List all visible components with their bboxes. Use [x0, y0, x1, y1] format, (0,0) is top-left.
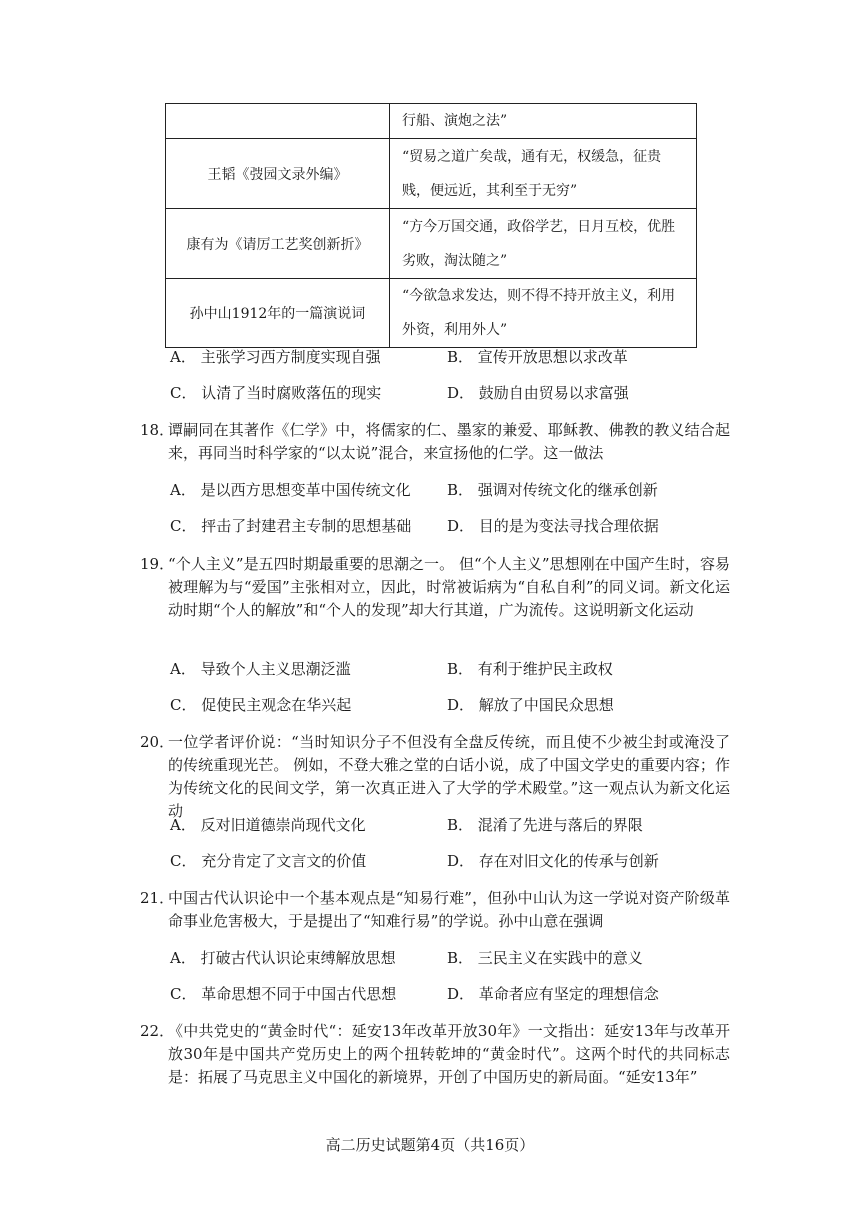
option-c[interactable]: C． 促使民主观念在华兴起	[170, 696, 352, 714]
option-b[interactable]: B． 有利于维护民主政权	[447, 660, 613, 678]
comparison-table	[165, 103, 697, 348]
question-20	[140, 731, 730, 823]
option-d[interactable]: D． 鼓励自由贸易以求富强	[447, 384, 629, 402]
question-number: 21．	[140, 889, 175, 907]
table-cell-quote: “方今万国交通，政俗学艺，日月互校，优胜劣败，淘汰随之”	[390, 209, 697, 279]
question-18	[140, 419, 730, 465]
table-cell-author	[166, 104, 390, 139]
question-stem: 中国古代认识论中一个基本观点是“知易行难”，但孙中山认为这一学说对资产阶级革命事业危害极大，于是提出了“知难行易”的学说。孙中山意在强调	[168, 889, 730, 930]
option-a[interactable]: A． 导致个人主义思潮泛滥	[170, 660, 351, 678]
option-d[interactable]: D． 解放了中国民众思想	[447, 696, 614, 714]
question-number: 18．	[140, 421, 175, 439]
table-cell-quote: 行船、演炮之法”	[390, 104, 697, 139]
table-row	[166, 139, 697, 209]
table-cell-author: 王韬《弢园文录外编》	[166, 139, 390, 209]
question-stem: 《中共党史的“黄金时代“：延安13年改革开放30年》一文指出：延安13年与改革开放30年是中国共产党历史上的两个扭转乾坤的“黄金时代”。这两个时代的共同标志是：拓展了马克思主义中国化的新境界，开创了中国历史的新局面。“延安13年”	[168, 1022, 730, 1086]
option-a[interactable]: A． 打破古代认识论束缚解放思想	[170, 949, 396, 967]
q18-options	[170, 480, 770, 552]
option-c[interactable]: C． 革命思想不同于中国古代思想	[170, 985, 397, 1003]
table-cell-quote: “今欲急求发达，则不得不持开放主义，利用外资，利用外人”	[390, 279, 697, 348]
question-22	[140, 1020, 730, 1089]
q21-options	[170, 948, 770, 1020]
q19-options	[170, 659, 770, 731]
option-b[interactable]: B． 三民主义在实践中的意义	[447, 949, 643, 967]
question-21	[140, 887, 730, 933]
table-cell-quote: “贸易之道广矣哉，通有无，权缓急，征贵贱，便远近，其利至于无穷”	[390, 139, 697, 209]
table-row	[166, 104, 697, 139]
option-b[interactable]: B． 混淆了先进与落后的界限	[447, 816, 643, 834]
question-number: 20．	[140, 733, 175, 751]
question-number: 19．	[140, 555, 175, 573]
q17-options	[170, 347, 770, 419]
option-c[interactable]: C． 抨击了封建君主专制的思想基础	[170, 517, 412, 535]
option-c[interactable]: C． 充分肯定了文言文的价值	[170, 852, 367, 870]
q20-options	[170, 815, 770, 887]
option-b[interactable]: B． 强调对传统文化的继承创新	[447, 481, 658, 499]
table-cell-author: 康有为《请厉工艺奖创新折》	[166, 209, 390, 279]
table-cell-author: 孙中山1912年的一篇演说词	[166, 279, 390, 348]
page-footer: 高二历史试题第4页（共16页）	[325, 1136, 535, 1154]
table-row	[166, 209, 697, 279]
option-b[interactable]: B． 宣传开放思想以求改革	[447, 348, 628, 366]
option-c[interactable]: C． 认清了当时腐败落伍的现实	[170, 384, 382, 402]
question-stem: 一位学者评价说：“当时知识分子不但没有全盘反传统，而且使不少被尘封或淹没了的传统重现光芒。 例如，不登大雅之堂的白话小说，成了中国文学史的重要内容；作为传统文化的民间文学，第一次真正进入了大学的学术殿堂。”这一观点认为新文化运动	[168, 733, 730, 820]
question-stem: 谭嗣同在其著作《仁学》中，将儒家的仁、墨家的兼爱、耶稣教、佛教的教义结合起来，再同当时科学家的“以太说”混合，来宣扬他的仁学。这一做法	[168, 421, 730, 462]
question-number: 22．	[140, 1022, 175, 1040]
option-a[interactable]: A． 是以西方思想变革中国传统文化	[170, 481, 411, 499]
option-d[interactable]: D． 存在对旧文化的传承与创新	[447, 852, 659, 870]
option-a[interactable]: A． 主张学习西方制度实现自强	[170, 348, 381, 366]
table-row	[166, 279, 697, 348]
option-d[interactable]: D． 目的是为变法寻找合理依据	[447, 517, 659, 535]
option-a[interactable]: A． 反对旧道德崇尚现代文化	[170, 816, 366, 834]
question-stem: “个人主义”是五四时期最重要的思潮之一。 但“个人主义”思想刚在中国产生时，容易被理解为与“爱国”主张相对立，因此，时常被诟病为“自私自利”的同义词。新文化运动时期“个人的解放”和“个人的发现”却大行其道，广为流传。这说明新文化运动	[168, 555, 730, 619]
question-19	[140, 553, 730, 622]
option-d[interactable]: D． 革命者应有坚定的理想信念	[447, 985, 659, 1003]
